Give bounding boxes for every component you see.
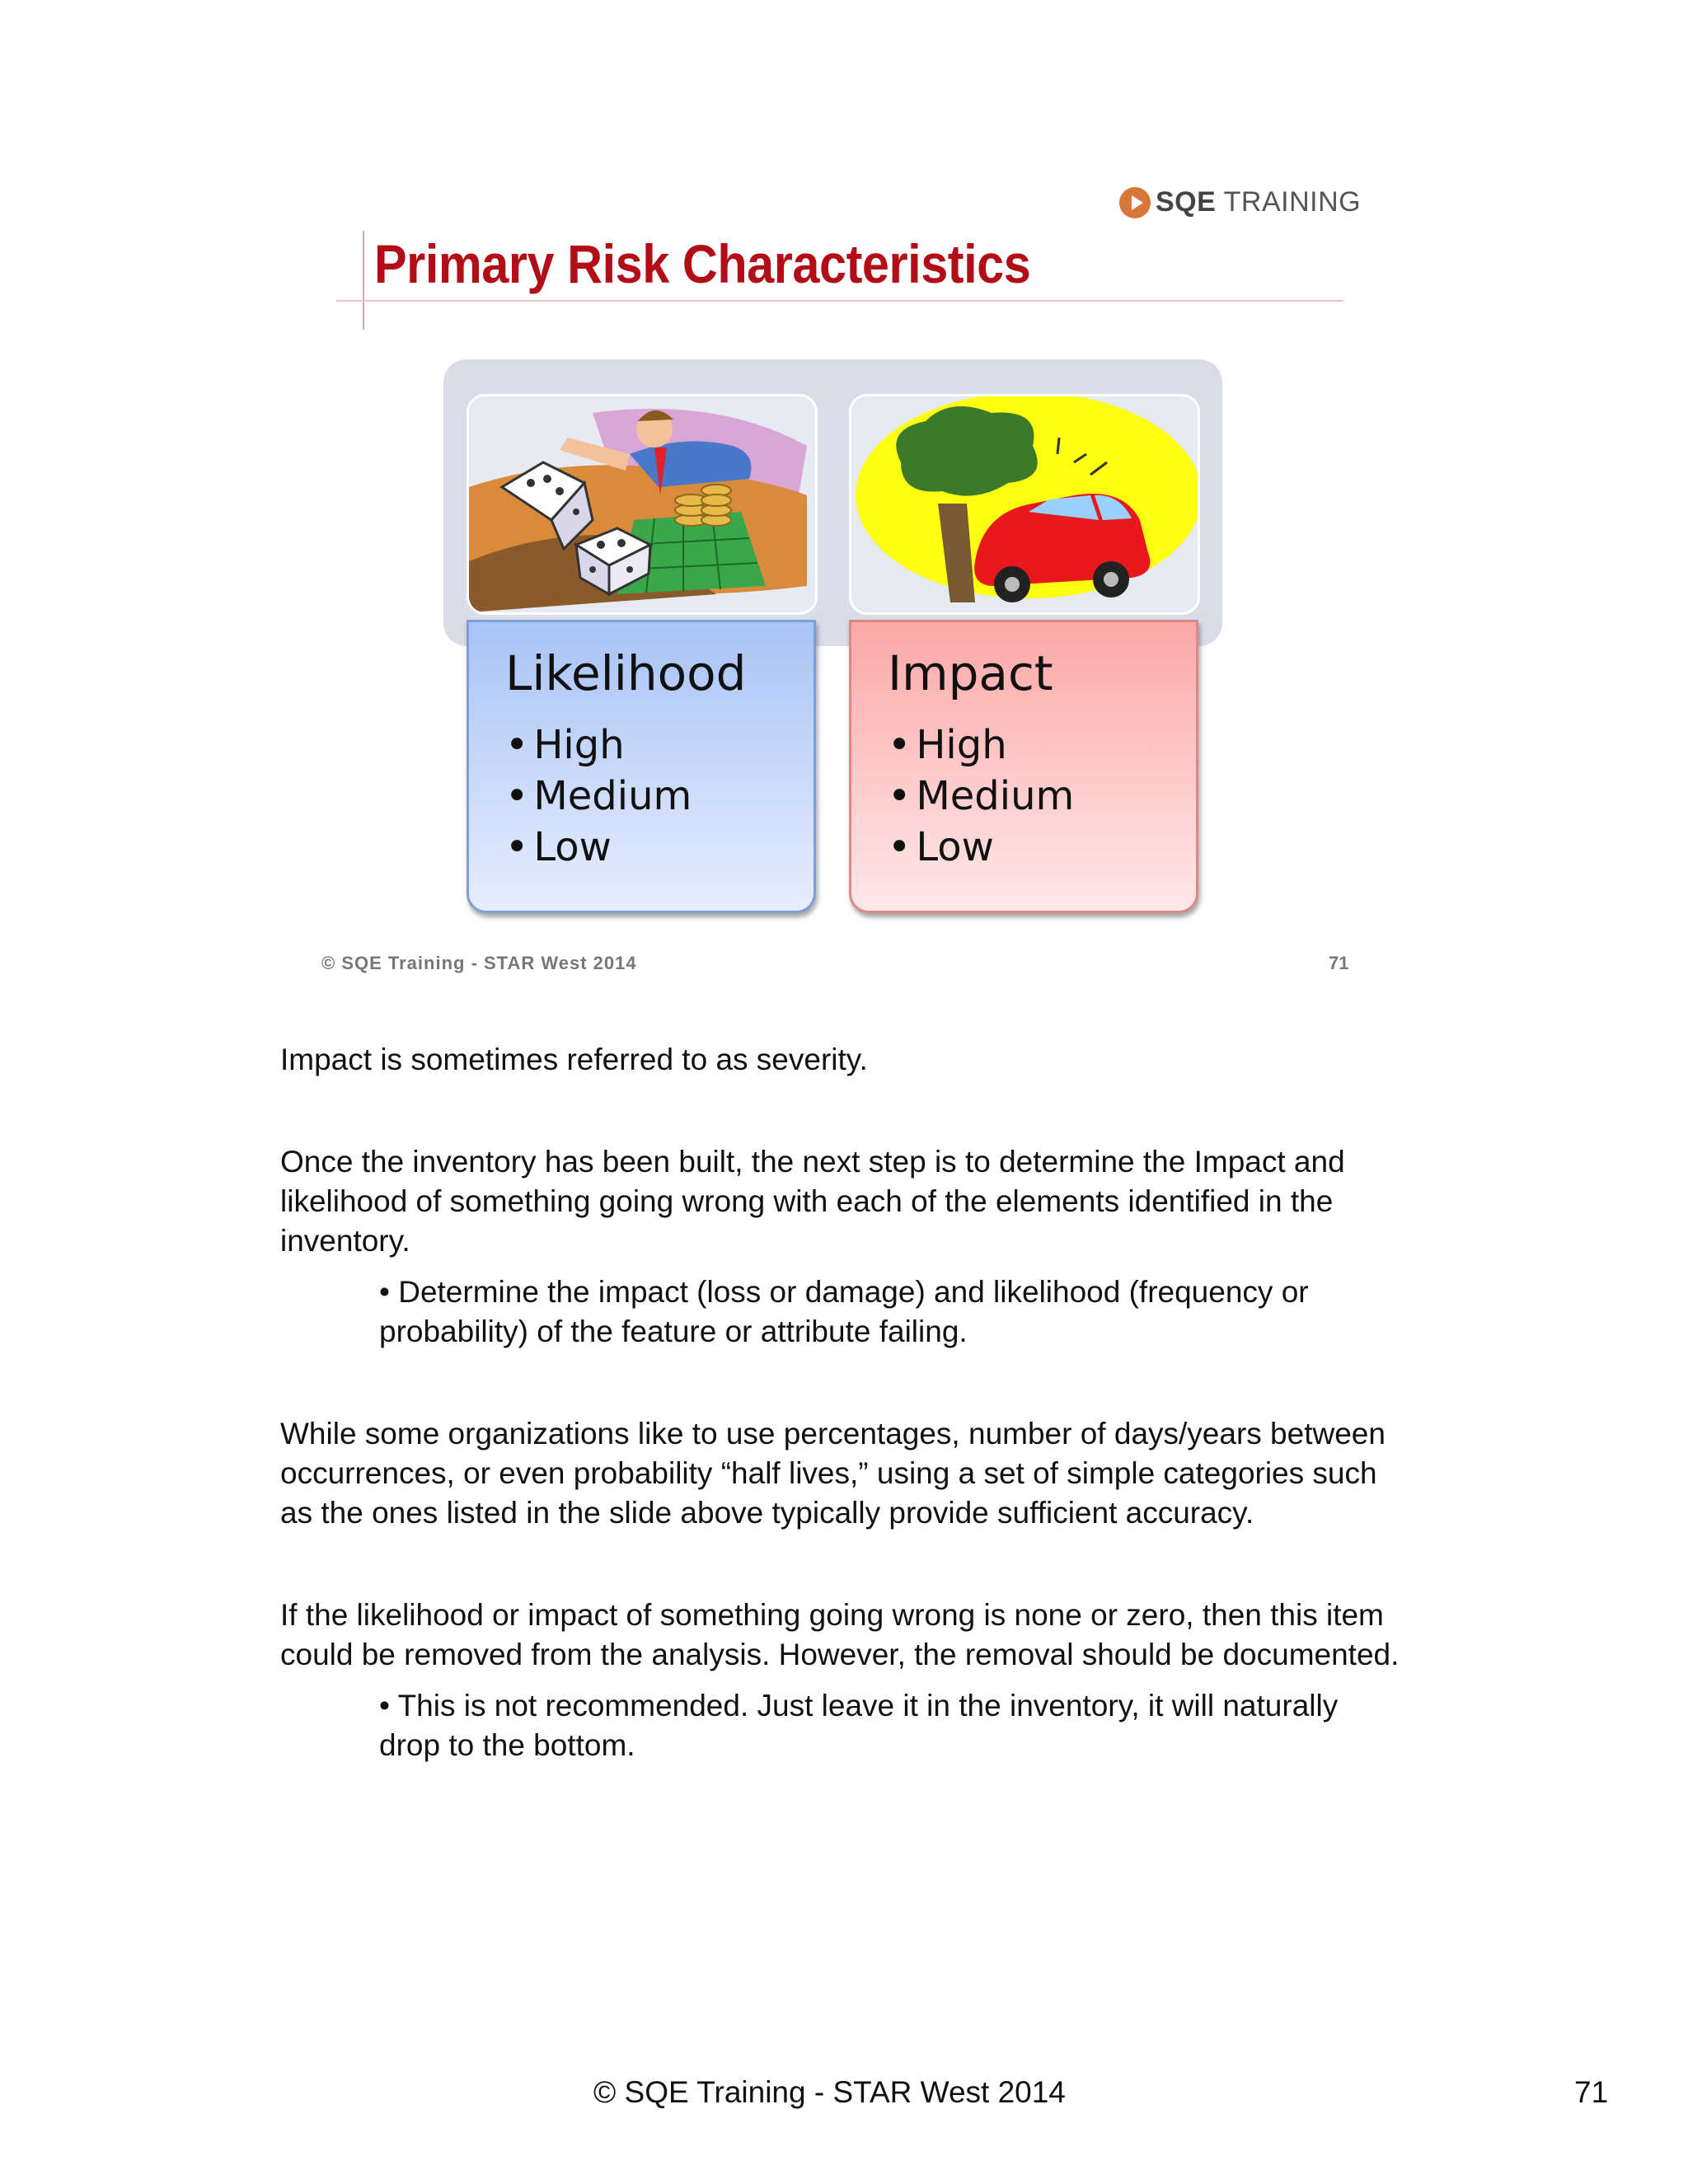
gambler-dice-icon xyxy=(469,396,815,612)
notes-paragraph-4: If the likelihood or impact of something going wrong is none or zero, then this item could be removed from the analysis. However, the removal should be documented. xyxy=(280,1598,1400,1671)
list-item: • High xyxy=(888,719,1074,771)
impact-card xyxy=(849,620,1198,913)
sqe-training-logo xyxy=(1119,186,1361,218)
notes-paragraph-3: While some organizations like to use percentages, number of days/years between occurrences, or even probability “half lives,” using a set of simple categories such as the ones listed in the slide above typically provide sufficient accuracy. xyxy=(280,1417,1386,1530)
notes-paragraph-2: Once the inventory has been built, the next step is to determine the Impact and likelihood of something going wrong with each of the elements identified in the inventory. xyxy=(280,1145,1345,1258)
slide xyxy=(321,165,1376,989)
car-crash-icon xyxy=(851,396,1198,612)
play-icon xyxy=(1119,187,1151,218)
logo-rest-text: TRAINING xyxy=(1223,186,1362,218)
impact-title: Impact xyxy=(888,645,1053,701)
title-rule-horizontal xyxy=(336,300,1343,302)
slide-title: Primary Risk Characteristics xyxy=(374,233,1031,294)
list-item: • Low xyxy=(505,822,692,873)
page-number: 71 xyxy=(1574,2075,1609,2109)
speaker-notes xyxy=(280,1040,1401,1765)
notes-bullet-2: • This is not recommended. Just leave it in the inventory, it will naturally drop to the bottom. xyxy=(379,1689,1339,1762)
logo-bold-text: SQE xyxy=(1156,186,1217,218)
slide-number: 71 xyxy=(1329,953,1349,973)
likelihood-title: Likelihood xyxy=(505,645,747,701)
likelihood-card xyxy=(467,620,816,913)
list-item: • High xyxy=(505,719,692,771)
notes-bullet-1: • Determine the impact (loss or damage) and likelihood (frequency or probability) of the feature or attribute failing. xyxy=(379,1275,1309,1348)
car-crash-illustration xyxy=(849,394,1200,615)
list-item: • Medium xyxy=(888,771,1074,822)
list-item: • Low xyxy=(888,822,1074,873)
title-rule-vertical xyxy=(363,231,364,330)
gambler-dice-illustration xyxy=(467,394,818,615)
likelihood-levels xyxy=(505,719,692,873)
slide-footer: © SQE Training - STAR West 2014 xyxy=(321,953,637,973)
page-footer: © SQE Training - STAR West 2014 xyxy=(593,2075,1066,2109)
list-item: • Medium xyxy=(505,771,692,822)
notes-paragraph-1: Impact is sometimes referred to as severity. xyxy=(280,1043,868,1076)
impact-levels xyxy=(888,719,1074,873)
